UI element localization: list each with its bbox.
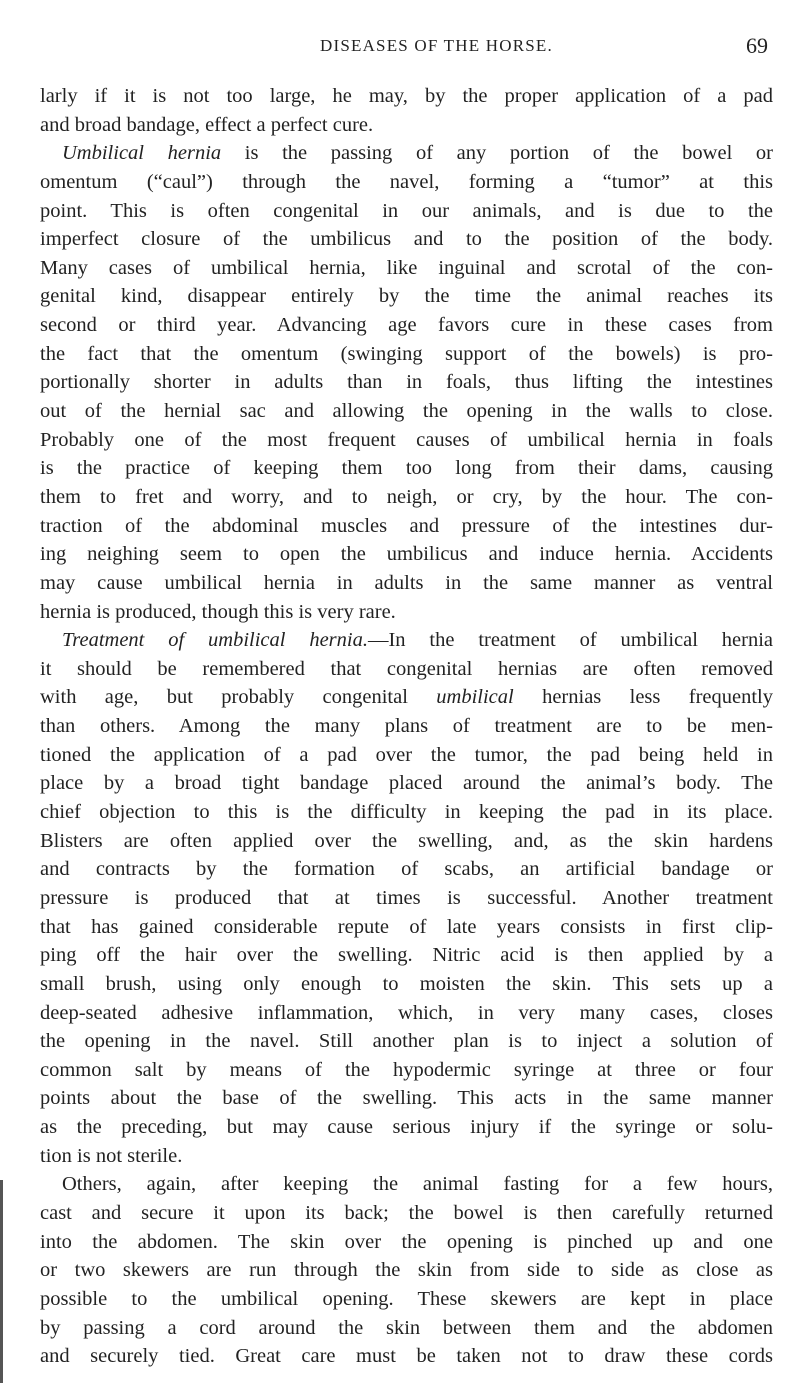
page-edge: [0, 1180, 3, 1383]
text-segment: and broad bandage, effect a perfect cure.: [40, 113, 374, 136]
text-segment: tioned the application of a pad over the tumor, the pad being held in: [40, 743, 773, 766]
line-content: [40, 426, 773, 455]
text-segment: omentum (“caul”) through the navel, forming a “tumor” at this: [40, 170, 773, 193]
text-segment: traction of the abdominal muscles and pressure of the intestines dur-: [40, 514, 773, 537]
text-line: [40, 1342, 773, 1371]
line-content: [40, 855, 773, 884]
line-content: [62, 139, 773, 168]
line-content: [40, 1199, 773, 1228]
text-segment: may cause umbilical hernia in adults in the same manner as ventral: [40, 571, 773, 594]
running-title: DISEASES OF THE HORSE.: [320, 36, 553, 55]
text-line: [40, 769, 773, 798]
line-content: [40, 225, 773, 254]
text-segment: Many cases of umbilical hernia, like inguinal and scrotal of the con-: [40, 256, 773, 279]
text-line: [40, 683, 773, 712]
line-content: [40, 712, 773, 741]
text-segment: points about the base of the swelling. This acts in the same manner: [40, 1087, 773, 1110]
line-content: [40, 913, 773, 942]
line-content: [40, 798, 773, 827]
text-segment: chief objection to this is the difficulty in keeping the pad in its place.: [40, 801, 773, 824]
text-segment: and securely tied. Great care must be taken not to draw these cords: [40, 1345, 773, 1368]
text-line: [40, 999, 773, 1028]
italic-text: Treatment of umbilical hernia.: [62, 629, 368, 652]
text-line: [40, 655, 773, 684]
line-content: [40, 1027, 773, 1056]
text-segment: into the abdomen. The skin over the opening is pinched up and one: [40, 1230, 773, 1253]
body-text: [40, 82, 773, 1371]
text-line: [40, 569, 773, 598]
text-line: [40, 168, 773, 197]
text-segment: genital kind, disappear entirely by the time the animal reaches its: [40, 285, 773, 308]
line-content: [40, 368, 773, 397]
line-content: [40, 1314, 773, 1343]
text-segment: or two skewers are run through the skin from side to side as close as: [40, 1259, 773, 1282]
line-content: [40, 1142, 773, 1171]
text-line: [40, 111, 773, 140]
text-segment: hernia is produced, though this is very rare.: [40, 600, 396, 623]
text-line: [40, 1256, 773, 1285]
line-content: [40, 454, 773, 483]
text-segment: out of the hernial sac and allowing the opening in the walls to close.: [40, 400, 773, 423]
text-segment: by passing a cord around the skin between them and the abdomen: [40, 1316, 773, 1339]
text-segment: that has gained considerable repute of late years consists in first clip-: [40, 915, 773, 938]
text-line: [40, 1228, 773, 1257]
text-segment: cast and secure it upon its back; the bowel is then carefully returned: [40, 1201, 773, 1224]
text-segment: the fact that the omentum (swinging support of the bowels) is pro-: [40, 342, 773, 365]
line-content: [62, 626, 773, 655]
text-segment: pressure is produced that at times is successful. Another treatment: [40, 886, 773, 909]
line-content: [40, 197, 773, 226]
text-segment: as the preceding, but may cause serious injury if the syringe or solu-: [40, 1116, 773, 1139]
text-line: [40, 1170, 773, 1199]
line-content: [40, 512, 773, 541]
line-content: [62, 1170, 773, 1199]
text-line: [40, 426, 773, 455]
italic-text: Umbilical hernia: [62, 142, 222, 165]
text-line: [40, 1142, 773, 1171]
line-content: [40, 397, 773, 426]
text-line: [40, 741, 773, 770]
text-segment: it should be remembered that congenital hernias are often removed: [40, 657, 773, 680]
text-line: [40, 225, 773, 254]
text-line: [40, 598, 773, 627]
line-content: [40, 1285, 773, 1314]
text-line: [40, 941, 773, 970]
text-segment: hernias less frequently: [513, 686, 773, 709]
text-line: [40, 1314, 773, 1343]
line-content: [40, 741, 773, 770]
text-line: [40, 1056, 773, 1085]
text-line: [40, 454, 773, 483]
text-line: [40, 913, 773, 942]
text-line: [40, 1285, 773, 1314]
line-content: [40, 655, 773, 684]
text-line: [40, 540, 773, 569]
text-segment: imperfect closure of the umbilicus and to the position of the body.: [40, 228, 773, 251]
line-content: [40, 569, 773, 598]
text-segment: —In the treatment of umbilical hernia: [367, 629, 774, 652]
italic-text: umbilical: [436, 686, 514, 709]
text-line: [40, 368, 773, 397]
line-content: [40, 1056, 773, 1085]
text-line: [40, 855, 773, 884]
text-segment: place by a broad tight bandage placed around the animal’s body. The: [40, 772, 773, 795]
text-segment: common salt by means of the hypodermic syringe at three or four: [40, 1058, 773, 1081]
text-segment: and contracts by the formation of scabs, an artificial bandage or: [40, 858, 773, 881]
line-content: [40, 1084, 773, 1113]
line-content: [40, 999, 773, 1028]
line-content: [40, 311, 773, 340]
text-line: [40, 512, 773, 541]
text-segment: possible to the umbilical opening. These skewers are kept in place: [40, 1287, 773, 1310]
text-line: [40, 139, 773, 168]
text-line: [40, 1199, 773, 1228]
text-line: [40, 282, 773, 311]
text-line: [40, 397, 773, 426]
text-line: [40, 483, 773, 512]
line-content: [40, 769, 773, 798]
line-content: [40, 111, 773, 140]
text-segment: is the practice of keeping them too long from their dams, causing: [40, 457, 773, 480]
text-segment: them to fret and worry, and to neigh, or cry, by the hour. The con-: [40, 485, 773, 508]
line-content: [40, 540, 773, 569]
line-content: [40, 282, 773, 311]
line-content: [40, 1228, 773, 1257]
page-header: [0, 33, 801, 64]
text-line: [40, 1084, 773, 1113]
text-segment: is the passing of any portion of the bowel or: [221, 142, 773, 165]
text-segment: larly if it is not too large, he may, by the proper application of a pad: [40, 85, 773, 107]
text-line: [40, 970, 773, 999]
line-content: [40, 598, 773, 627]
text-line: [40, 82, 773, 111]
text-line: [40, 626, 773, 655]
text-segment: tion is not sterile.: [40, 1144, 183, 1167]
line-content: [40, 1342, 773, 1371]
line-content: [40, 168, 773, 197]
text-segment: portionally shorter in adults than in foals, thus lifting the intestines: [40, 371, 773, 394]
line-content: [40, 941, 773, 970]
line-content: [40, 970, 773, 999]
text-line: [40, 798, 773, 827]
text-line: [40, 340, 773, 369]
text-line: [40, 197, 773, 226]
text-segment: Others, again, after keeping the animal fasting for a few hours,: [62, 1173, 773, 1196]
text-segment: the opening in the navel. Still another plan is to inject a solution of: [40, 1030, 773, 1053]
text-segment: second or third year. Advancing age favors cure in these cases from: [40, 314, 773, 337]
text-segment: Blisters are often applied over the swelling, and, as the skin hardens: [40, 829, 773, 852]
text-line: [40, 712, 773, 741]
text-segment: ping off the hair over the swelling. Nitric acid is then applied by a: [40, 944, 773, 967]
line-content: [40, 884, 773, 913]
text-line: [40, 311, 773, 340]
text-segment: with age, but probably congenital: [40, 686, 437, 709]
text-segment: than others. Among the many plans of treatment are to be men-: [40, 715, 773, 738]
text-line: [40, 1113, 773, 1142]
text-segment: deep-seated adhesive inflammation, which, in very many cases, closes: [40, 1001, 773, 1024]
line-content: [40, 1256, 773, 1285]
text-segment: point. This is often congenital in our animals, and is due to the: [40, 199, 773, 222]
text-segment: Probably one of the most frequent causes of umbilical hernia in foals: [40, 428, 773, 451]
text-line: [40, 884, 773, 913]
page-number: 69: [746, 33, 768, 58]
line-content: [40, 1113, 773, 1142]
text-segment: ing neighing seem to open the umbilicus and induce hernia. Accidents: [40, 543, 773, 566]
text-line: [40, 254, 773, 283]
line-content: [40, 82, 773, 111]
text-segment: small brush, using only enough to moisten the skin. This sets up a: [40, 972, 773, 995]
line-content: [40, 340, 773, 369]
line-content: [40, 254, 773, 283]
text-line: [40, 1027, 773, 1056]
line-content: [40, 683, 773, 712]
line-content: [40, 483, 773, 512]
line-content: [40, 827, 773, 856]
text-line: [40, 827, 773, 856]
